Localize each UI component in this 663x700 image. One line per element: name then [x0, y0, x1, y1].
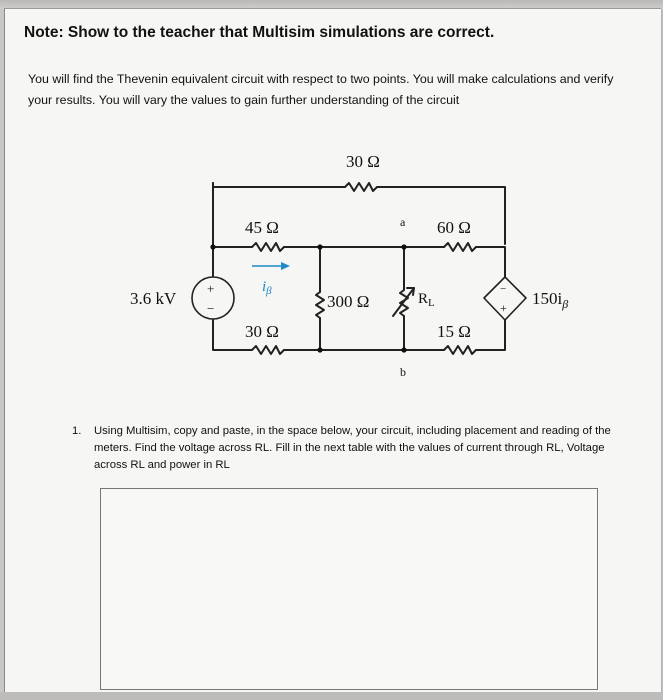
intro-paragraph: You will find the Thevenin equivalent circuit with respect to two points. You will make calculations and verify your results. You will vary the values to gain further understanding of the circuit	[28, 72, 614, 107]
dep-plus: +	[500, 301, 507, 315]
label-node-b: b	[400, 365, 406, 379]
label-r-300: 300 Ω	[327, 292, 370, 311]
bottom-edge	[0, 692, 663, 700]
answer-box[interactable]	[100, 488, 598, 690]
label-dep-main: 150i	[532, 289, 563, 308]
label-node-a: a	[400, 215, 406, 229]
label-ib-main: i	[262, 279, 267, 295]
label-r-top: 30 Ω	[346, 152, 380, 171]
question-number: 1.	[72, 425, 82, 437]
label-rl-sub: L	[428, 297, 435, 309]
label-source: 3.6 kV	[130, 289, 177, 308]
label-r-30-bottom: 30 Ω	[245, 322, 279, 341]
label-ib-sub: β	[266, 285, 272, 297]
source-minus: −	[207, 301, 215, 316]
label-r-60: 60 Ω	[437, 218, 471, 237]
label-rl-main: R	[418, 291, 429, 307]
source-plus: +	[207, 281, 215, 296]
note-title: Note: Show to the teacher that Multisim simulations are correct.	[24, 24, 495, 41]
question-text: Using Multisim, copy and paste, in the space below, your circuit, including placement and reading of the meters. Find the voltage across RL. Fill in the next table with the values of current through RL, Voltage across RL and power in RL	[94, 425, 611, 471]
question-1	[72, 423, 632, 474]
label-dep-sub: β	[562, 297, 569, 311]
label-r-45: 45 Ω	[245, 218, 279, 237]
label-r-15: 15 Ω	[437, 322, 471, 341]
dep-minus: −	[500, 283, 507, 295]
